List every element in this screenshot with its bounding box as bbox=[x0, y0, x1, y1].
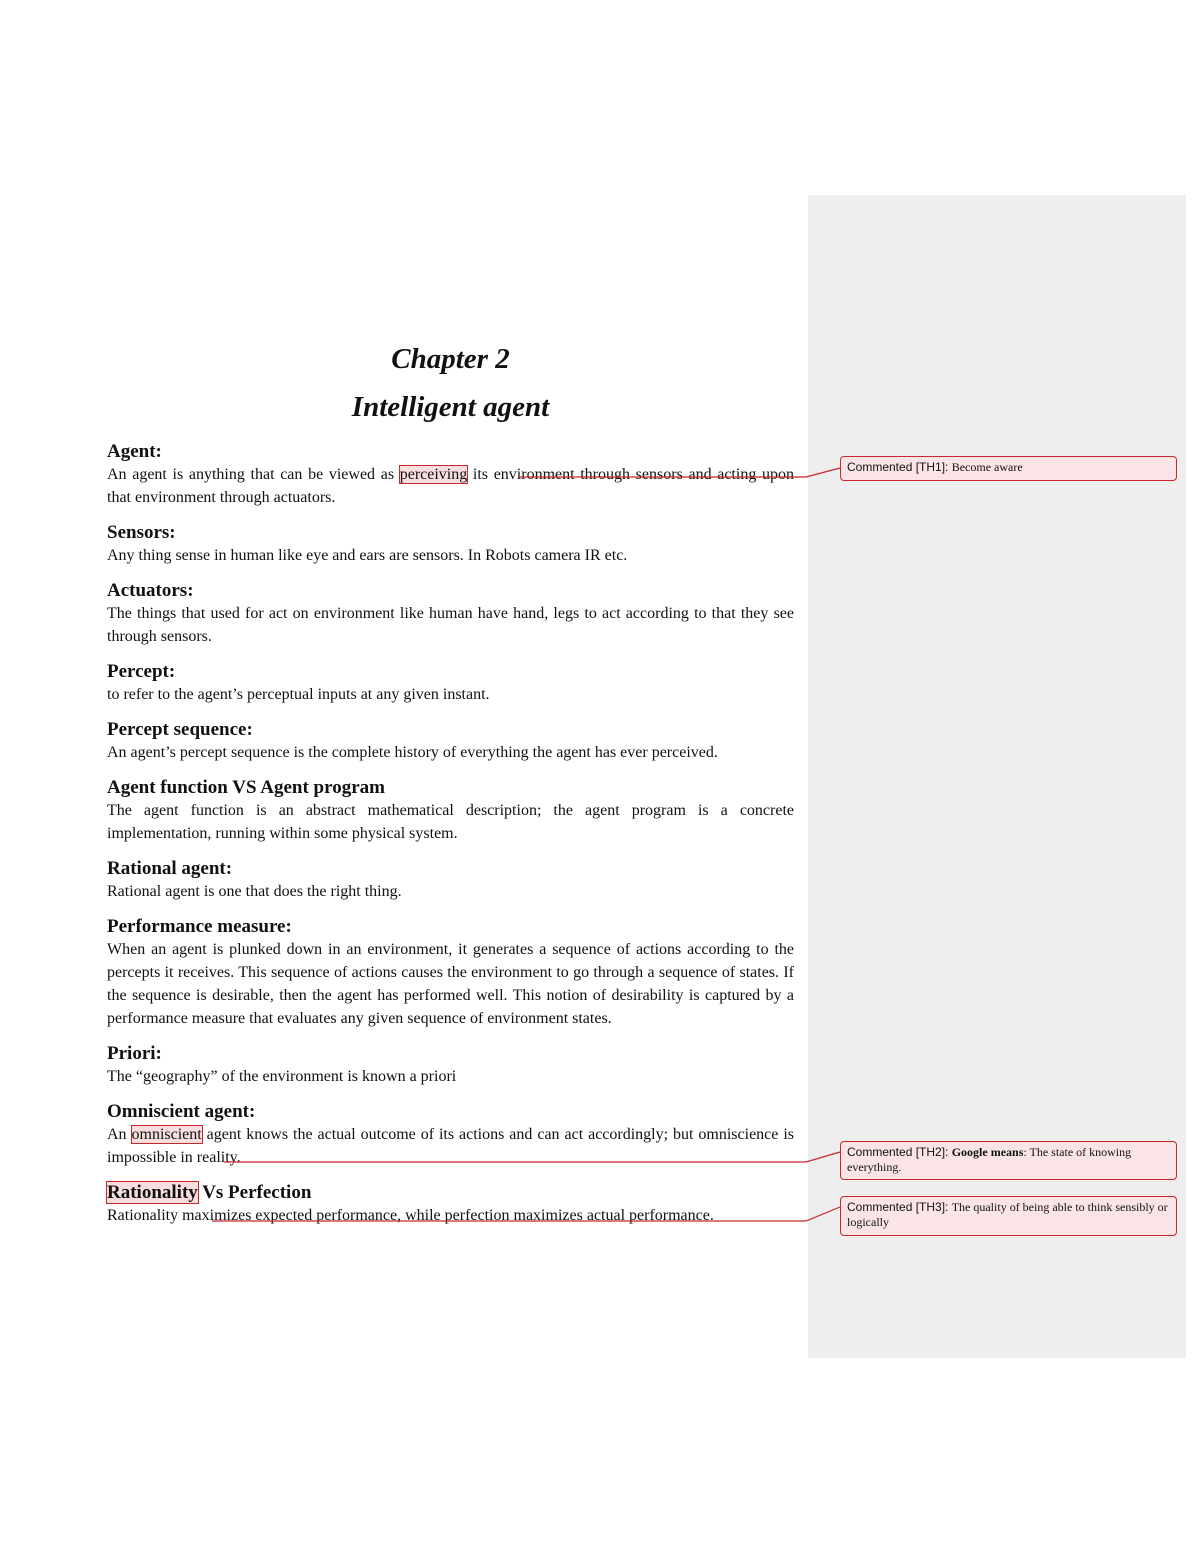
comment-th1-tag: Commented [TH1]: bbox=[847, 460, 952, 474]
text-percept-sequence: An agent’s percept sequence is the complete history of everything the agent has ever perceived. bbox=[107, 744, 718, 761]
chapter-title: Intelligent agent bbox=[351, 391, 550, 423]
heading-actuators: Actuators: bbox=[107, 580, 194, 601]
heading-percept: Percept: bbox=[107, 661, 176, 682]
chapter-number: Chapter 2 bbox=[391, 343, 510, 375]
text-rational-agent: Rational agent is one that does the right thing. bbox=[107, 883, 402, 900]
comment-th3-tag: Commented [TH3]: bbox=[847, 1200, 952, 1214]
comment-th2-tag: Commented [TH2]: bbox=[847, 1145, 952, 1159]
heading-sensors: Sensors: bbox=[107, 522, 176, 543]
heading-performance-measure: Performance measure: bbox=[107, 916, 292, 937]
text-actuators: The things that used for act on environment like human have hand, legs to act according to that they see through sensors. bbox=[107, 605, 794, 645]
heading-agent: Agent: bbox=[107, 441, 162, 462]
comment-th1[interactable] bbox=[840, 456, 1177, 481]
heading-rationality: Rationality Vs Perfection bbox=[107, 1182, 312, 1203]
comment-th3-text: The quality of being able to think sensibly or logically bbox=[847, 1200, 1168, 1229]
text-priori: The “geography” of the environment is known a priori bbox=[107, 1068, 457, 1085]
connector-th3 bbox=[212, 1207, 840, 1221]
heading-priori: Priori: bbox=[107, 1043, 162, 1064]
comment-anchor-rationality[interactable]: Rationality bbox=[107, 1182, 198, 1203]
text-agent-function: The agent function is an abstract mathematical description; the agent program is a concrete implementation, running within some physical system. bbox=[107, 802, 794, 842]
text-percept: to refer to the agent’s perceptual inputs at any given instant. bbox=[107, 686, 490, 703]
text-performance-measure: When an agent is plunked down in an environment, it generates a sequence of actions according to the percepts it receives. This sequence of actions causes the environment to go through a sequence of states. If the sequence is desirable, then the agent has performed well. This notion of desirability is captured by a performance measure that evaluates any given sequence of environment states. bbox=[107, 941, 794, 1027]
comment-anchor-omniscient[interactable]: omniscient bbox=[131, 1126, 202, 1143]
comment-th3[interactable] bbox=[840, 1196, 1177, 1236]
heading-omniscient: Omniscient agent: bbox=[107, 1101, 256, 1122]
comment-th2[interactable] bbox=[840, 1141, 1177, 1180]
text-omniscient: An omniscient agent knows the actual outcome of its actions and can act accordingly; but omniscience is impossible in reality. bbox=[107, 1126, 794, 1166]
comment-th2-bold: Google means bbox=[951, 1145, 1024, 1159]
comment-th1-text: Become aware bbox=[951, 460, 1023, 474]
heading-percept-sequence: Percept sequence: bbox=[107, 719, 253, 740]
text-rationality: Rationality maximizes expected performance, while perfection maximizes actual performance. bbox=[107, 1207, 714, 1224]
connector-th2 bbox=[224, 1152, 840, 1162]
text-sensors: Any thing sense in human like eye and ears are sensors. In Robots camera IR etc. bbox=[107, 547, 628, 564]
connector-th1 bbox=[519, 468, 840, 477]
comment-th2-text: : The state of knowing everything. bbox=[847, 1145, 1132, 1174]
comment-anchor-perceiving[interactable]: perceiving bbox=[399, 466, 468, 483]
heading-rational-agent: Rational agent: bbox=[107, 858, 233, 879]
heading-agent-function: Agent function VS Agent program bbox=[107, 777, 385, 798]
text-agent: An agent is anything that can be viewed as perceiving its environment through sensors and acting upon that environment through actuators. bbox=[107, 466, 794, 506]
